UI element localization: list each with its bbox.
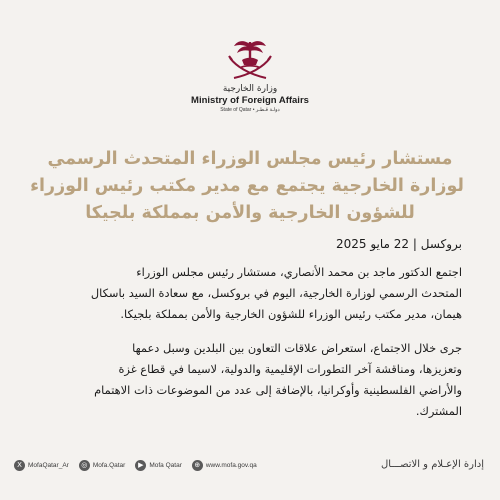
social-link-instagram[interactable] — [79, 460, 126, 471]
headline-line: مستشار رئيس مجلس الوزراء المتحدث الرسمي — [47, 149, 453, 169]
ministry-name-arabic: وزارة الخارجية — [222, 84, 278, 94]
paragraph-1 — [36, 262, 462, 325]
instagram-icon: ◎ — [79, 460, 90, 471]
department-name: إدارة الإعـلام و الاتصـــال — [380, 459, 484, 470]
social-link-x[interactable] — [14, 460, 69, 471]
social-link-youtube[interactable] — [135, 460, 182, 471]
paragraph-line: جرى خلال الاجتماع، استعراض علاقات التعاون بين البلدين وسبل دعمها — [132, 341, 462, 355]
headline-line: لوزارة الخارجية يجتمع مع مدير مكتب رئيس الوزراء — [30, 176, 464, 196]
paragraph-line: المتحدث الرسمي لوزارة الخارجية، اليوم في بروكسل، مع سعادة السيد باسكال — [90, 286, 462, 300]
social-links — [14, 460, 267, 471]
social-handle: Mofa Qatar — [149, 462, 182, 469]
headline-line: للشؤون الخارجية والأمن بمملكة بلجيكا — [85, 203, 415, 223]
paragraph-line: وتعزيزها، ومناقشة آخر التطورات الإقليمية والدولية، لاسيما في قطاع غزة — [118, 362, 462, 376]
headline — [30, 146, 464, 227]
paragraph-line: والأراضي الفلسطينية وأوكرانيا، بالإضافة إلى عدد من الموضوعات ذات الاهتمام — [94, 383, 462, 397]
paragraph-line: هيمان، مدير مكتب رئيس الوزراء للشؤون الخارجية والأمن بمملكة بلجيكا. — [120, 307, 462, 321]
globe-icon: ⊕ — [192, 460, 203, 471]
qatar-emblem-logo — [218, 36, 282, 84]
website-link[interactable] — [192, 460, 257, 471]
state-of-qatar-label: State of Qatar • دولـة قـطـر — [220, 107, 280, 113]
paragraph-line: اجتمع الدكتور ماجد بن محمد الأنصاري، مستشار رئيس مجلس الوزراء — [136, 265, 462, 279]
website-url: www.mofa.gov.qa — [205, 462, 257, 469]
paragraph-2 — [36, 338, 462, 422]
social-handle: MofaQatar_Ar — [28, 462, 69, 469]
x-icon: X — [14, 460, 25, 471]
paragraph-line: المشترك. — [415, 404, 462, 418]
ministry-name-english: Ministry of Foreign Affairs — [191, 95, 309, 106]
social-handle: Mofa.Qatar — [92, 462, 126, 469]
youtube-icon: ▶ — [135, 460, 146, 471]
dateline: بروكسل | 22 مايو 2025 — [335, 237, 462, 251]
footer — [0, 456, 500, 480]
